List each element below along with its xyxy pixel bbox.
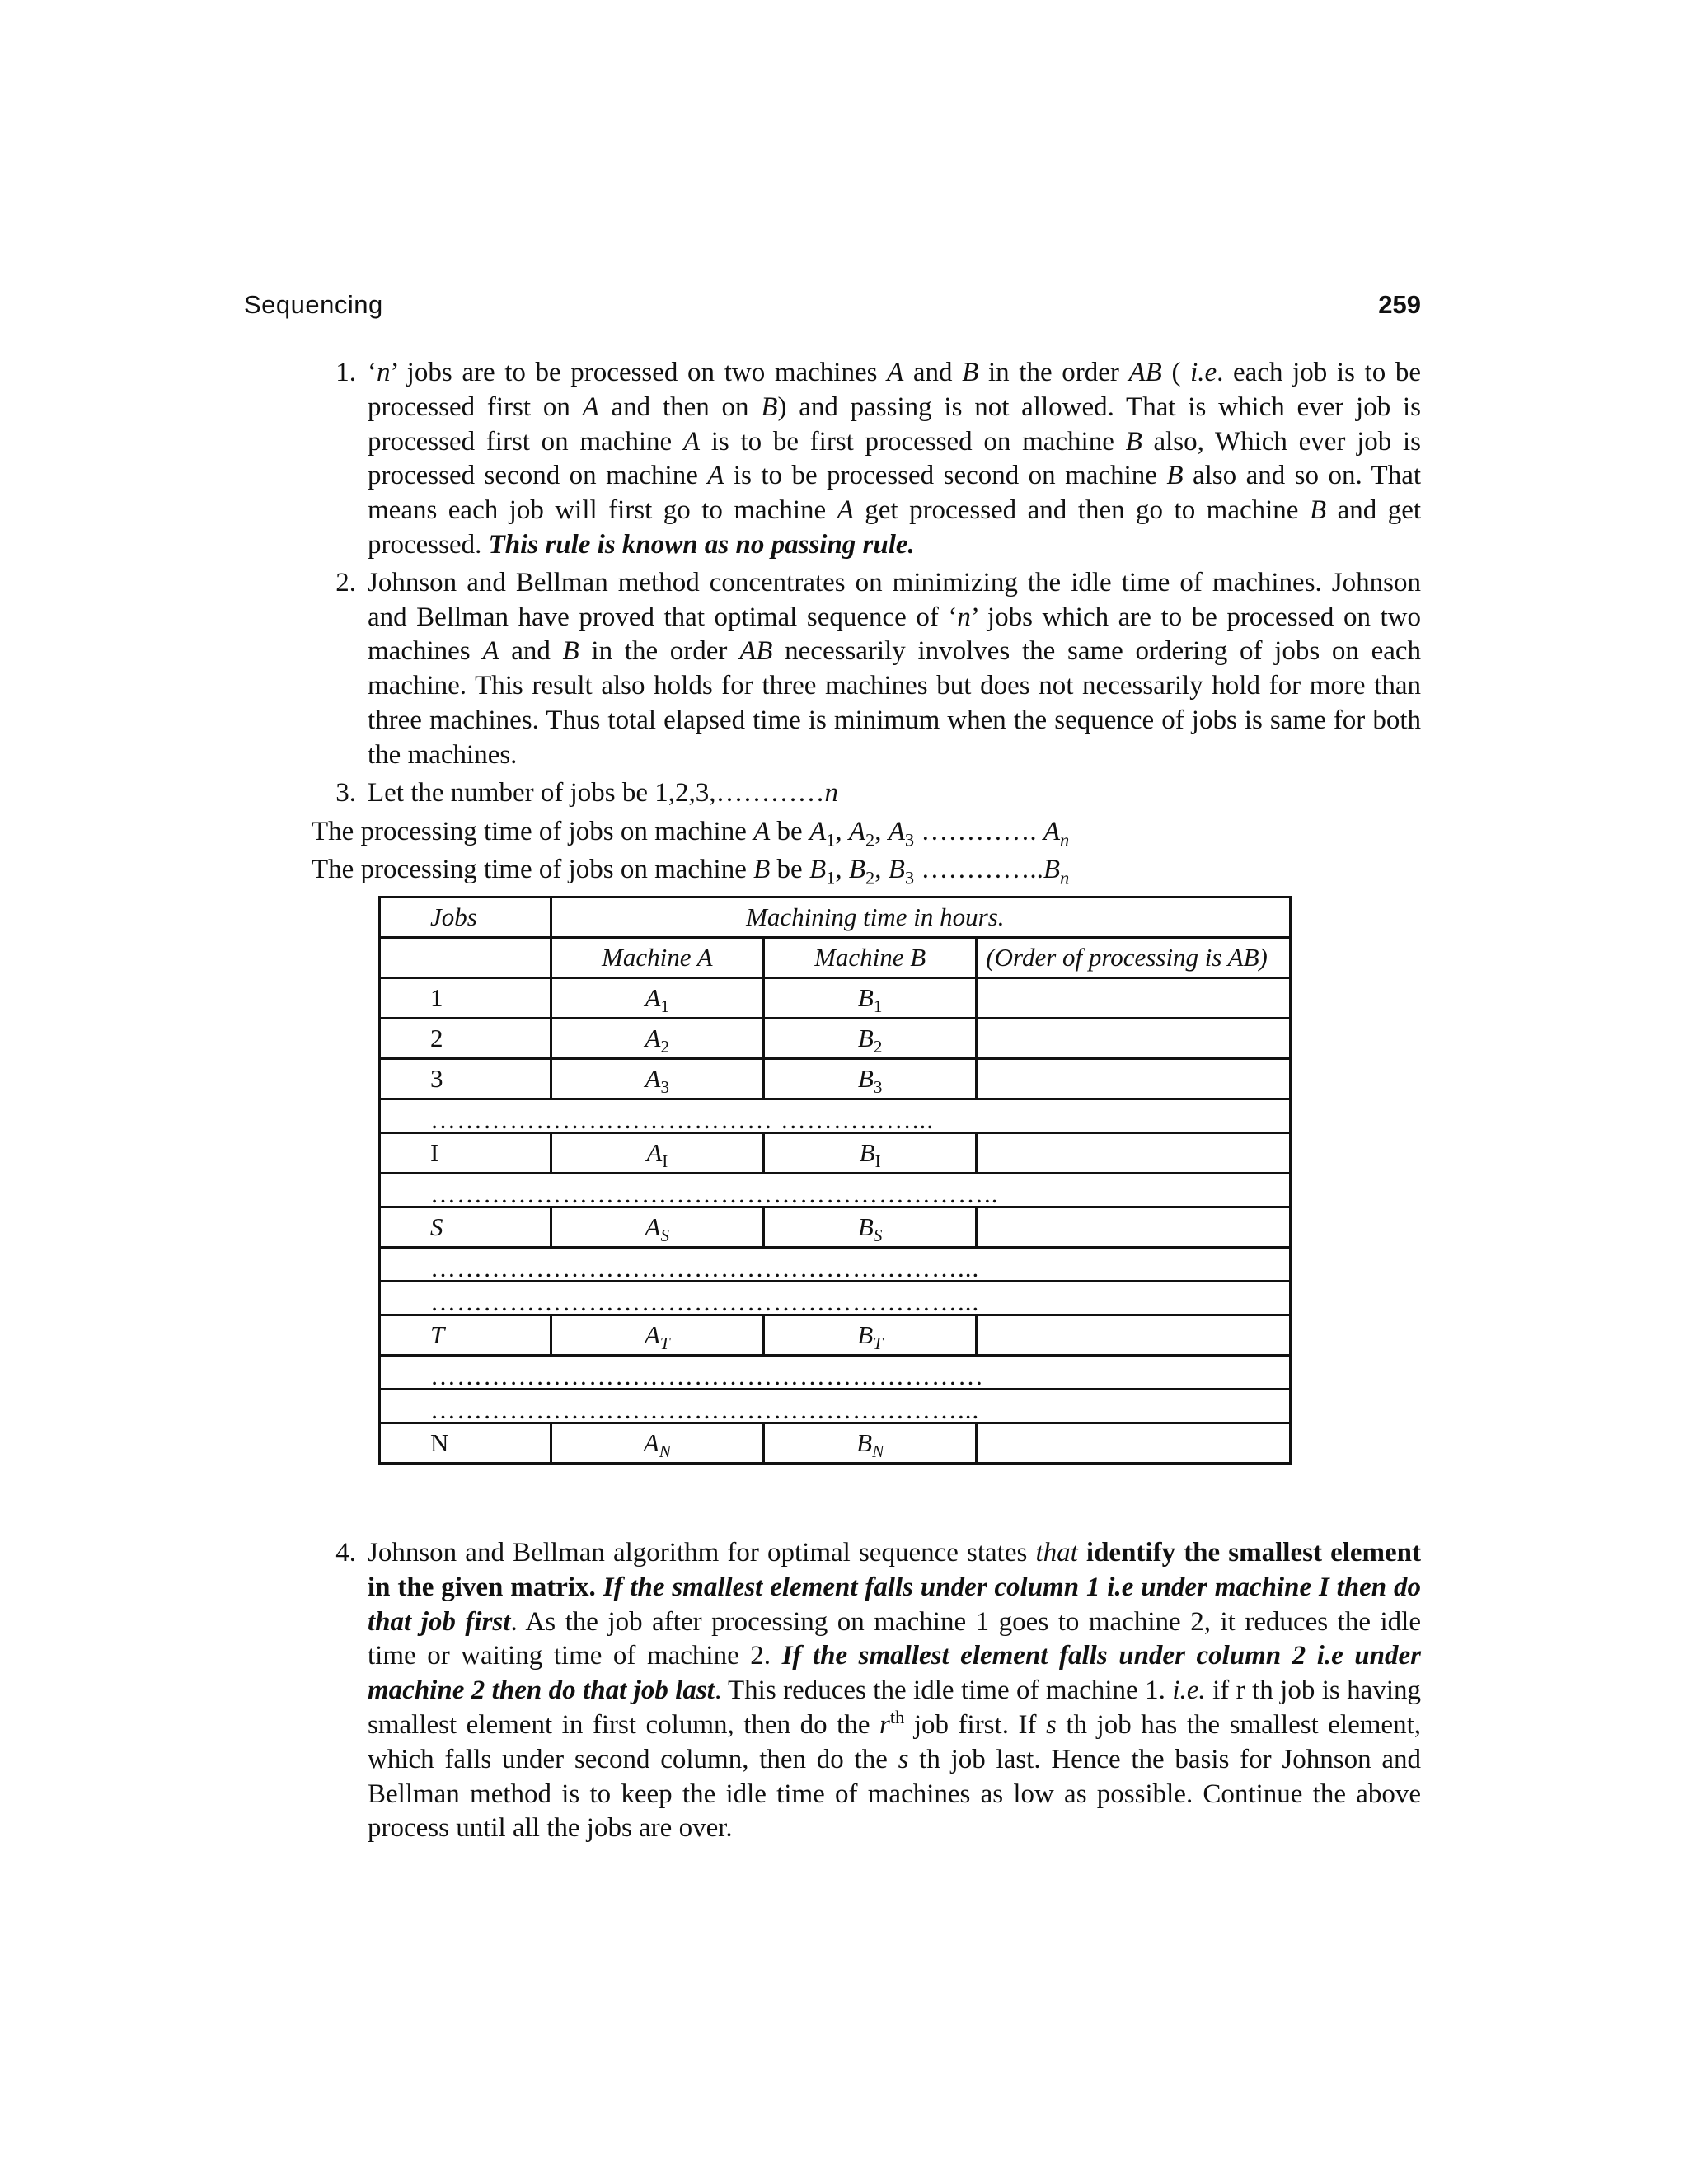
table-cell	[380, 1356, 1291, 1390]
machine-b-cell	[763, 1059, 976, 1099]
subscript: T	[659, 1333, 670, 1354]
table-row-ellipsis	[380, 1174, 1291, 1207]
table-cell	[380, 1099, 1291, 1133]
table-row	[380, 1133, 1291, 1174]
subscript: T	[873, 1333, 883, 1354]
math-var: B	[1166, 461, 1184, 491]
math-var: s	[898, 1744, 909, 1774]
subscript: 1	[826, 829, 836, 851]
math-var: n	[957, 602, 971, 632]
math-var: n	[824, 777, 838, 808]
text: ’ jobs which are to be processed on two machines	[368, 602, 1421, 667]
subscript: I	[874, 1151, 881, 1172]
subscript: 3	[873, 1077, 883, 1098]
ellipsis-row-text: ……………………………………………………...	[430, 1254, 980, 1282]
machine-b-cell	[763, 1019, 976, 1059]
text	[596, 1572, 603, 1602]
math-var: B	[857, 1212, 874, 1241]
table-cell	[977, 1059, 1291, 1099]
machine-b-cell	[763, 1133, 976, 1174]
job-cell: N	[380, 1423, 551, 1464]
machine-b-cell	[763, 978, 976, 1019]
text: ,	[835, 855, 849, 884]
item-number: 4.	[335, 1538, 356, 1568]
math-var: B	[888, 855, 905, 884]
math-var: B	[809, 855, 827, 884]
subscript: 3	[904, 829, 915, 851]
running-title: Sequencing	[244, 290, 383, 319]
math-var: A	[643, 1428, 659, 1457]
math-var: B	[1309, 495, 1327, 526]
text: get processed and then go to machine	[853, 495, 1310, 526]
text: is to be processed second on machine	[724, 461, 1167, 491]
subscript: S	[660, 1226, 670, 1246]
abbrev: i.e.	[1172, 1675, 1206, 1706]
table-cell	[380, 1390, 1291, 1423]
text: be	[770, 855, 809, 884]
text: th job has the smallest element, which falls under second column, then do the	[368, 1709, 1421, 1774]
table-row	[380, 1207, 1291, 1248]
text: also and so on. That means each job will first go to machine	[368, 461, 1422, 526]
text: Johnson and Bellman method concentrates on minimizing the idle time of machines. Johnson and Bellman have proved that optimal sequence of ‘	[368, 567, 1421, 632]
math-var: B	[859, 1138, 875, 1167]
math-var: A	[809, 817, 827, 846]
text: ,	[874, 817, 889, 846]
rule-statement: This rule is known as no passing rule.	[488, 529, 915, 560]
text: Johnson and Bellman algorithm for optimal sequence states	[368, 1538, 1036, 1568]
machine-a-cell	[551, 978, 763, 1019]
math-var: A	[646, 1138, 663, 1167]
job-cell: 3	[380, 1059, 551, 1099]
bold-italic-statement: If the smallest element falls under column 2 i.e under machine 2 then do that job last	[368, 1641, 1422, 1706]
table-body	[380, 978, 1291, 1464]
text: and	[499, 636, 563, 667]
subscript: 2	[865, 829, 875, 851]
table-subheader-row	[380, 938, 1291, 978]
subscript: 1	[660, 996, 670, 1017]
table-row	[380, 1019, 1291, 1059]
math-var: B	[962, 358, 979, 387]
item-number: 1.	[335, 358, 356, 387]
table-row	[380, 1315, 1291, 1356]
text: is to be first processed on machine	[700, 426, 1126, 457]
page-number: 259	[1378, 290, 1421, 319]
ellipsis-row-text: ……………………………………………………...	[430, 1395, 980, 1424]
subscript: 2	[660, 1037, 670, 1057]
machine-b-cell	[763, 1207, 976, 1248]
text: and	[903, 358, 963, 387]
table-row-ellipsis	[380, 1390, 1291, 1423]
math-var: A	[682, 426, 701, 457]
main-text-item-4	[312, 1536, 1421, 1846]
math-var: B	[857, 983, 874, 1012]
page-header	[244, 290, 1421, 323]
math-var: B	[857, 1064, 874, 1093]
header-machining-time: Machining time in hours.	[551, 898, 1290, 938]
list-item-4	[312, 1536, 1421, 1846]
machine-a-cell	[551, 1207, 763, 1248]
text: also, Which ever job is processed second on machine	[368, 426, 1421, 491]
math-var: AB	[739, 636, 773, 667]
table-cell	[380, 938, 551, 978]
text: and then on	[598, 391, 762, 422]
ellipsis-row-text: ………………………………………………………..	[430, 1179, 999, 1208]
job-cell: S	[380, 1207, 551, 1248]
text: ‘	[368, 358, 377, 387]
table-header-row	[380, 898, 1291, 938]
emphasis: that	[1035, 1538, 1078, 1568]
text: necessarily involves the same ordering of jobs on each machine. This result also holds for three machines but does not necessarily hold for more than three machines. Thus total elapsed time is minimum when the sequence of jobs is same for both the machines.	[368, 636, 1422, 770]
job-cell: I	[380, 1133, 551, 1174]
table-row-ellipsis	[380, 1282, 1291, 1315]
text: (	[1161, 358, 1191, 387]
text: and get processed.	[368, 495, 1422, 560]
text: ,	[835, 817, 849, 846]
table-cell	[977, 978, 1291, 1019]
text: job first. If	[904, 1709, 1046, 1740]
subscript: S	[873, 1226, 883, 1246]
text: ,	[874, 855, 889, 884]
machining-time-table	[378, 896, 1292, 1465]
ellipsis-row-text: ………………………………………………………	[430, 1361, 984, 1390]
math-var: B	[562, 636, 579, 667]
ellipsis: ………….	[914, 817, 1043, 846]
machine-a-cell	[551, 1019, 763, 1059]
subscript: 3	[660, 1077, 670, 1098]
text: in the order	[579, 636, 740, 667]
item-number: 2.	[335, 567, 356, 598]
table-cell	[380, 1174, 1291, 1207]
superscript: th	[889, 1706, 905, 1727]
table-cell	[977, 1315, 1291, 1356]
text: if r th job is having smallest element in first column, then do the	[368, 1675, 1421, 1740]
math-var: B	[857, 1024, 874, 1052]
ellipsis: …………..	[914, 855, 1043, 884]
header-jobs: Jobs	[380, 898, 551, 938]
job-cell: T	[380, 1315, 551, 1356]
text: Let the number of jobs be 1,2,3,…………	[368, 777, 825, 808]
text: . each job is to be processed first on	[368, 358, 1422, 422]
table-row-ellipsis	[380, 1248, 1291, 1282]
math-var: B	[1043, 855, 1061, 884]
subscript: 1	[873, 996, 883, 1017]
machine-a-cell	[551, 1423, 763, 1464]
math-var: A	[753, 817, 771, 846]
header-order: (Order of processing is AB)	[977, 938, 1291, 978]
job-cell: 1	[380, 978, 551, 1019]
table-cell	[380, 1248, 1291, 1282]
list-item-3	[312, 776, 1421, 811]
math-var: A	[482, 636, 499, 667]
header-machine-b: Machine B	[763, 938, 976, 978]
text: . As the job after processing on machine 1 goes to machine 2, it reduces the idle time or waiting time of machine 2.	[368, 1606, 1421, 1671]
math-var: A	[582, 391, 599, 422]
header-machine-a: Machine A	[551, 938, 763, 978]
machine-a-cell	[551, 1059, 763, 1099]
math-var: A	[707, 461, 724, 491]
main-text	[312, 356, 1421, 810]
table-cell	[977, 1423, 1291, 1464]
math-var: A	[645, 1212, 661, 1241]
math-var: B	[1125, 426, 1142, 457]
math-var: s	[1045, 1709, 1057, 1740]
math-var: A	[888, 817, 905, 846]
text	[1078, 1538, 1086, 1568]
math-var: B	[856, 1428, 873, 1457]
math-var: A	[644, 1320, 660, 1349]
table-cell	[977, 1019, 1291, 1059]
machine-b-cell	[763, 1315, 976, 1356]
processing-time-line-b	[312, 852, 1069, 887]
subscript: I	[662, 1151, 668, 1172]
item-number: 3.	[335, 777, 356, 808]
abbrev: i.e	[1190, 358, 1217, 387]
subscript: 1	[826, 867, 836, 888]
ellipsis-row-text: ……………………………………………………...	[430, 1287, 980, 1316]
job-cell: 2	[380, 1019, 551, 1059]
subscript: N	[659, 1441, 671, 1462]
math-var: A	[887, 358, 904, 387]
machine-b-cell	[763, 1423, 976, 1464]
machine-a-cell	[551, 1133, 763, 1174]
subscript: N	[872, 1441, 884, 1462]
text: ’ jobs are to be processed on two machines	[390, 358, 888, 387]
text: in the order	[978, 358, 1129, 387]
text: be	[770, 817, 809, 846]
text: The processing time of jobs on machine	[312, 855, 754, 884]
subscript: 2	[873, 1037, 883, 1057]
list-item-1	[312, 356, 1421, 563]
text: th job last. Hence the basis for Johnson and Bellman method is to keep the idle time of machines as low as possible. Continue the above process until all the jobs are over.	[368, 1744, 1421, 1844]
table-row-ellipsis	[380, 1099, 1291, 1133]
ellipsis-row-text: ………………………………… ……………...	[430, 1105, 934, 1134]
list-item-2	[312, 566, 1421, 773]
bold-italic-statement: If the smallest element falls under column 1 i.e under machine I then do that job first	[368, 1572, 1422, 1637]
math-var: n	[377, 358, 391, 387]
math-var: r	[879, 1709, 890, 1740]
math-var: B	[753, 855, 771, 884]
table-cell	[380, 1282, 1291, 1315]
bold-statement: identify the smallest element in the given matrix.	[368, 1538, 1422, 1602]
subscript: 2	[865, 867, 875, 888]
subscript: 3	[904, 867, 915, 888]
math-var: A	[1043, 817, 1061, 846]
math-var: A	[645, 983, 661, 1012]
text: The processing time of jobs on machine	[312, 817, 754, 846]
machine-a-cell	[551, 1315, 763, 1356]
table-cell	[977, 1207, 1291, 1248]
math-var: A	[848, 817, 866, 846]
processing-time-line-a	[312, 814, 1069, 849]
table-row	[380, 1059, 1291, 1099]
table-row	[380, 978, 1291, 1019]
table-row-ellipsis	[380, 1356, 1291, 1390]
math-var: A	[837, 495, 854, 526]
table-cell	[977, 1133, 1291, 1174]
subscript: n	[1060, 829, 1070, 851]
text: . This reduces the idle time of machine 1.	[714, 1675, 1173, 1706]
math-var: B	[761, 391, 778, 422]
subscript: n	[1060, 867, 1070, 888]
math-var: A	[645, 1064, 661, 1093]
table-row	[380, 1423, 1291, 1464]
math-var: B	[857, 1320, 874, 1349]
math-var: A	[645, 1024, 661, 1052]
text: ) and passing is not allowed. That is which ever job is processed first on machine	[368, 391, 1421, 457]
math-var: AB	[1128, 358, 1162, 387]
math-var: B	[848, 855, 866, 884]
